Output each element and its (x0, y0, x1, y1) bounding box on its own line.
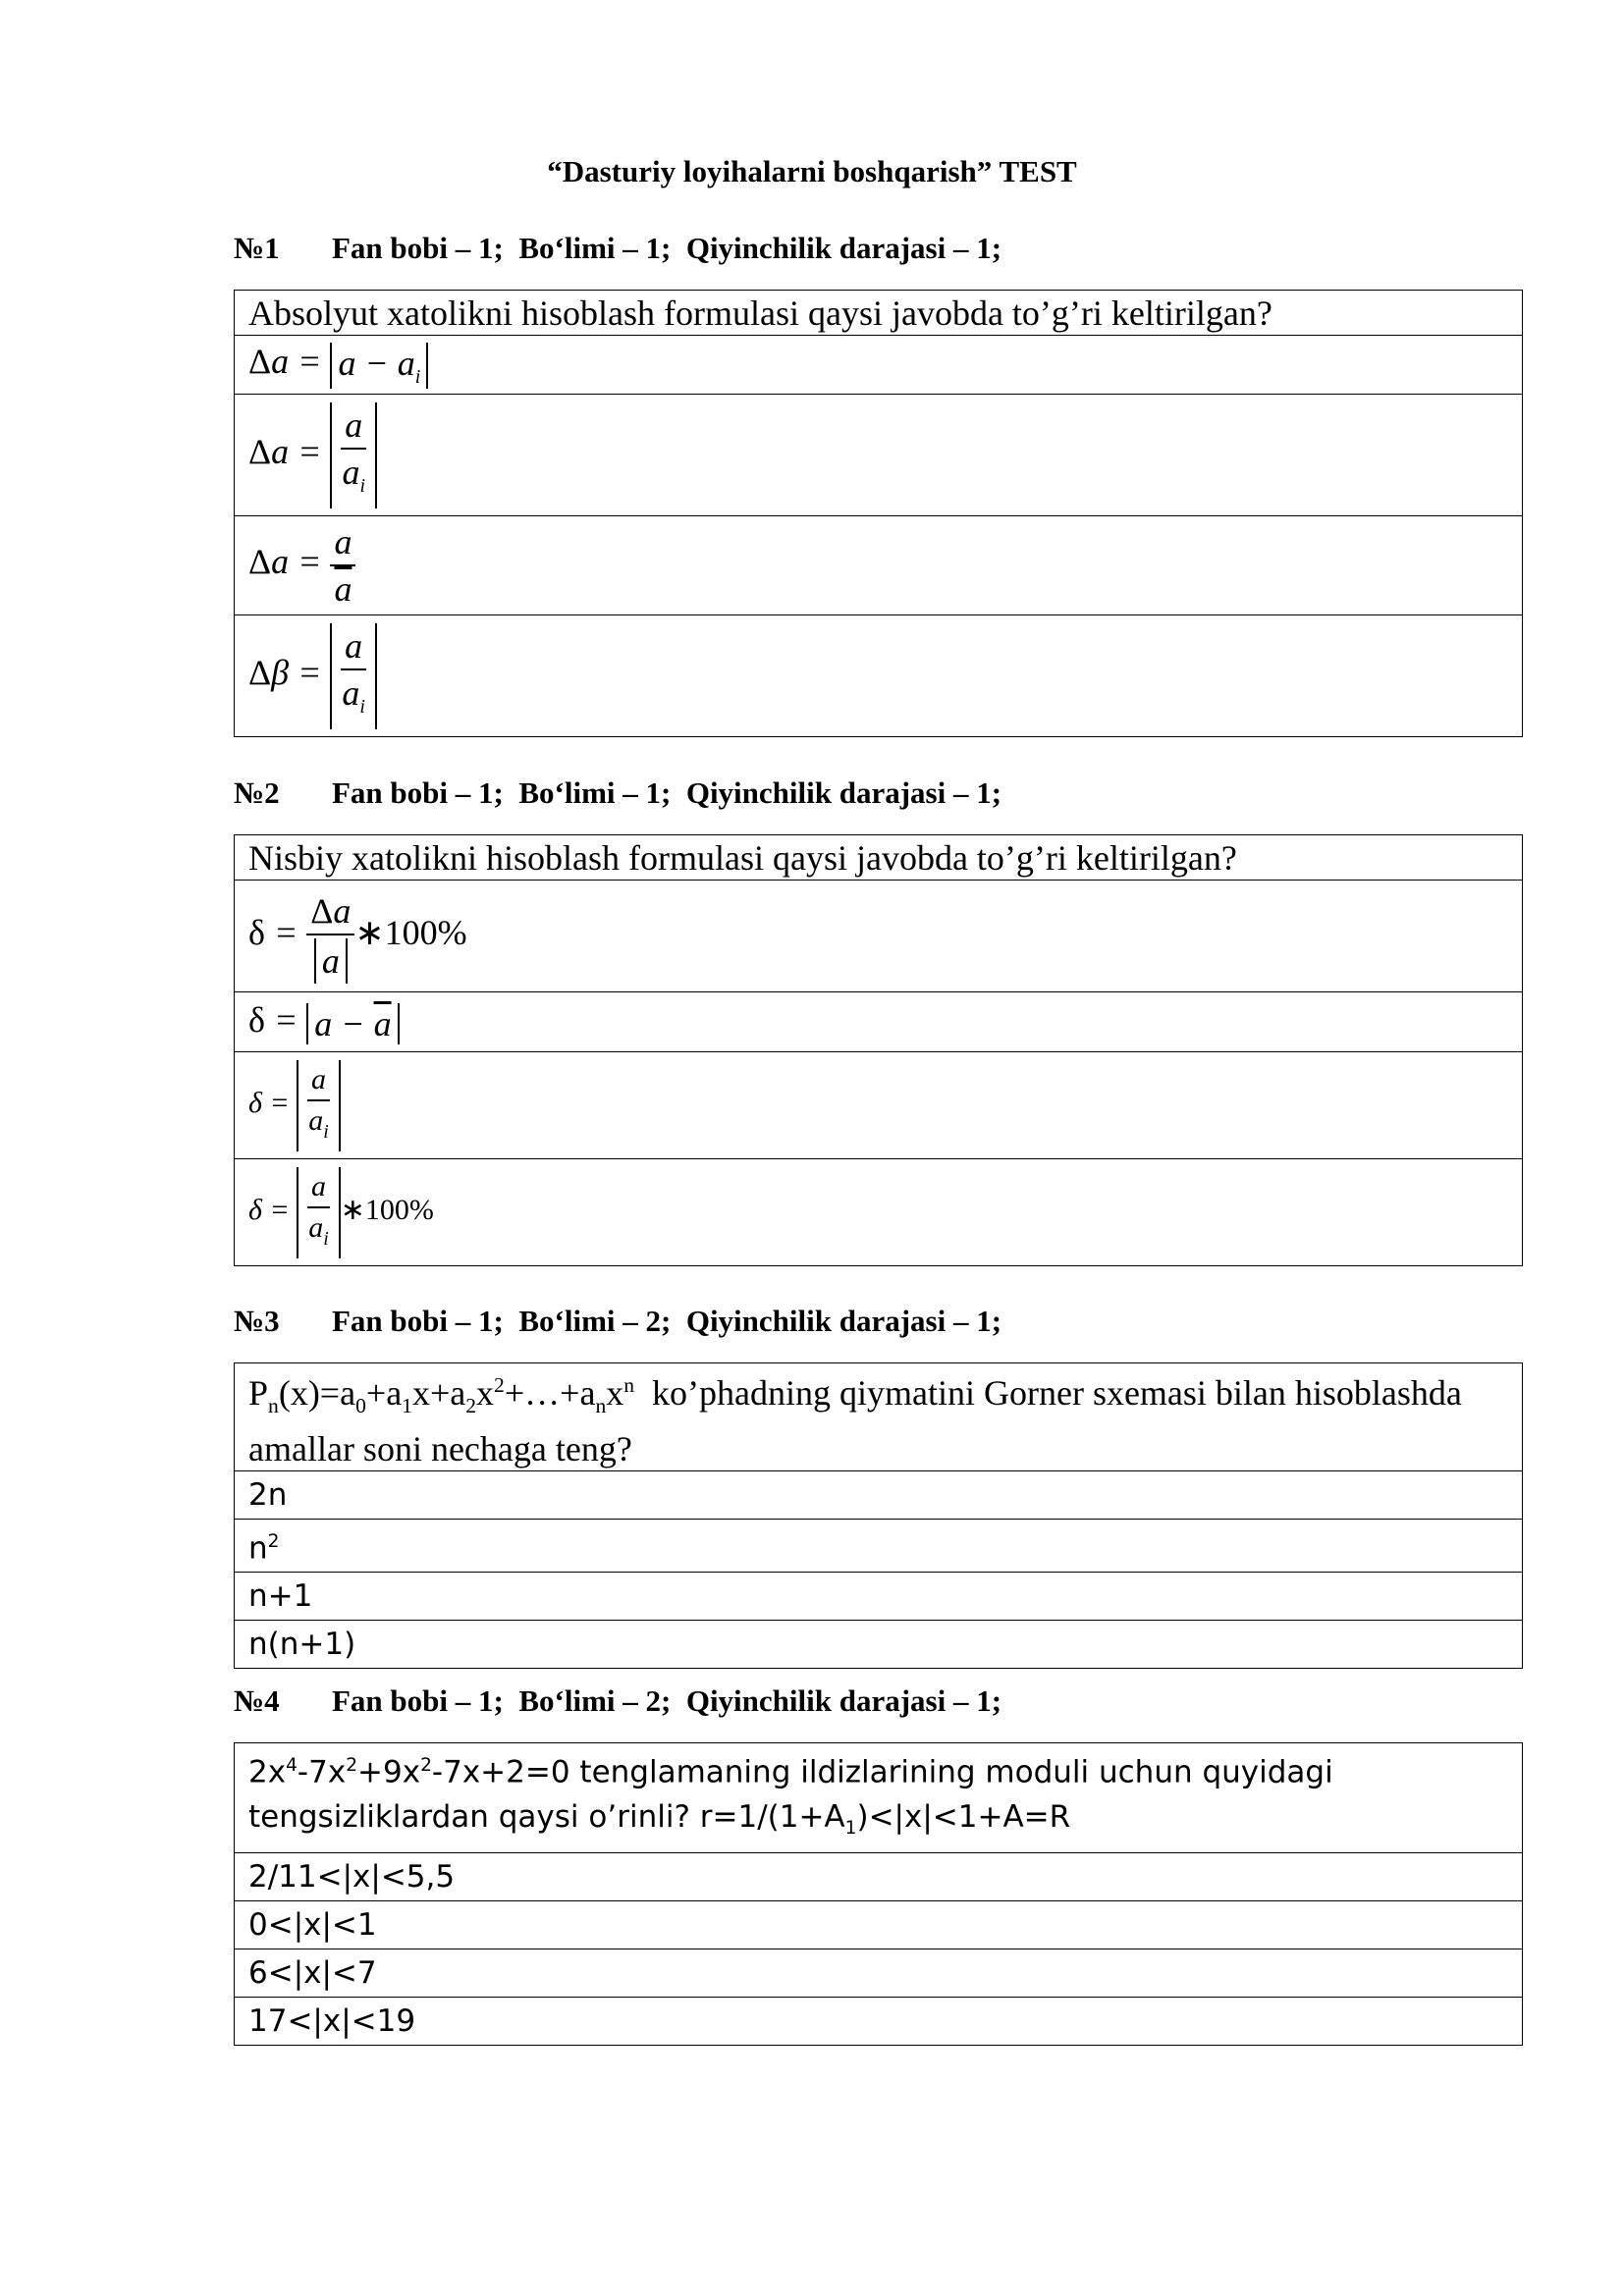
question-2-text: Nisbiy xatolikni hisoblash formulasi qaysi javobda to’g’ri keltirilgan? (235, 835, 1523, 881)
question-meta: Fan bobi – 1; Bo‘limi – 1; Qiyinchilik darajasi – 1; (332, 775, 1002, 810)
question-2-header (234, 775, 1001, 811)
answer-1c[interactable] (235, 516, 1523, 615)
question-meta: Fan bobi – 1; Bo‘limi – 1; Qiyinchilik darajasi – 1; (332, 231, 1002, 265)
question-2-table (234, 834, 1523, 1266)
formula-rel-error-b: $\delta = a - \overline{a}$ (248, 1000, 400, 1040)
question-3-text: $P_n(x)=a_0+a_1x+a_2x^2+\dots+a_nx^n$ ko’phadning qiymatini Gorner sxemasi bilan hisoblashda amallar soni nechaga teng? (235, 1363, 1523, 1471)
formula-abs-error-b: Δa = $\frac{a}{a_i}$ (248, 432, 377, 471)
formula-rel-error-a: δ = $\frac{\Delta a}{a}$ ∗100% (248, 913, 467, 952)
question-4-text: $2x^4-7x^2+9x^2-7x+2=0$ tenglamaning ildizlarining moduli uchun quyidagi tengsizliklardan qaysi o’rinli? $r=1/(1+A_1)<|x|<1+A=R$ (235, 1743, 1523, 1853)
answer-4a[interactable]: 2/11<|x|<5,5 (235, 1852, 1523, 1900)
answer-4d[interactable]: 17<|x|<19 (235, 1997, 1523, 2045)
answer-2d[interactable] (235, 1159, 1523, 1266)
question-number: №4 (234, 1683, 280, 1718)
document-title: “Dasturiy loyihalarni boshqarish” TEST (547, 154, 1077, 188)
question-meta: Fan bobi – 1; Bo‘limi – 2; Qiyinchilik darajasi – 1; (332, 1683, 1002, 1718)
answer-2c[interactable] (235, 1052, 1523, 1159)
answer-3b[interactable]: $n^2$ (235, 1520, 1523, 1572)
formula-rel-error-c: δ = $\frac{a}{a_i}$ (248, 1087, 341, 1119)
formula-abs-error-c: Δa = $\frac{a}{a}$ (248, 542, 355, 581)
question-3-table (234, 1362, 1523, 1669)
formula-rel-error-d: δ = $\frac{a}{a_i}$ ∗100% (248, 1194, 434, 1226)
question-meta: Fan bobi – 1; Bo‘limi – 2; Qiyinchilik darajasi – 1; (332, 1304, 1002, 1338)
answer-1d[interactable] (235, 615, 1523, 737)
answer-3d[interactable]: n(n+1) (235, 1620, 1523, 1668)
answer-1b[interactable] (235, 395, 1523, 516)
answer-2b[interactable] (235, 992, 1523, 1052)
question-1-header (234, 231, 1001, 266)
question-number: №2 (234, 775, 280, 810)
question-number: №1 (234, 231, 280, 265)
question-3-header (234, 1304, 1001, 1339)
answer-4b[interactable]: 0<|x|<1 (235, 1900, 1523, 1949)
answer-2a[interactable] (235, 881, 1523, 992)
question-1-text: Absolyut xatolikni hisoblash formulasi qaysi javobda to’g’ri keltirilgan? (235, 291, 1523, 336)
formula-abs-error-d: Δβ = $\frac{a}{a_i}$ (248, 653, 377, 692)
question-4-table (234, 1742, 1523, 2046)
question-4-header (234, 1683, 1001, 1719)
answer-3c[interactable]: n+1 (235, 1572, 1523, 1620)
answer-4c[interactable]: 6<|x|<7 (235, 1949, 1523, 1997)
formula-abs-error-a: $\Delta a = a - a_i$ (248, 342, 428, 381)
question-1-table (234, 290, 1523, 737)
question-number: №3 (234, 1304, 280, 1338)
answer-1a[interactable] (235, 336, 1523, 395)
answer-3a[interactable]: 2n (235, 1471, 1523, 1520)
